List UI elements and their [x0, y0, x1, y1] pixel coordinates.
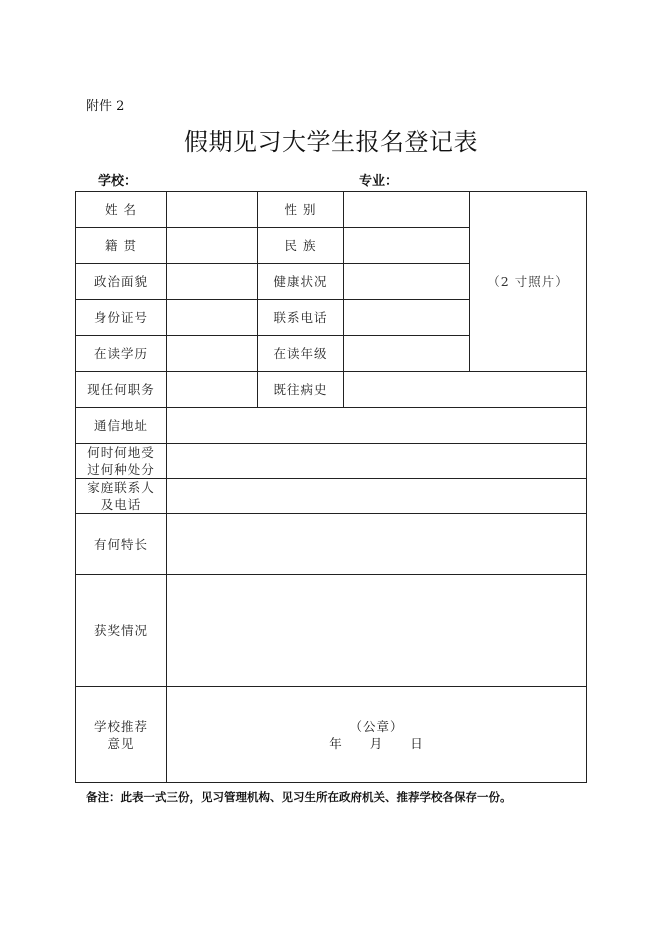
table-row — [76, 372, 587, 408]
phone-label: 联系电话 — [258, 300, 344, 336]
table-row — [76, 192, 587, 228]
health-status-label: 健康状况 — [258, 264, 344, 300]
medical-history-field[interactable] — [344, 372, 587, 408]
major-label: 专业： — [359, 174, 399, 189]
id-number-label: 身份证号 — [76, 300, 167, 336]
attachment-label: 附件 2 — [86, 99, 125, 114]
page-title: 假期见习大学生报名登记表 — [184, 128, 478, 156]
phone-field[interactable] — [344, 300, 470, 336]
table-row — [76, 687, 587, 783]
specialty-label: 有何特长 — [76, 514, 167, 575]
table-row — [76, 479, 587, 514]
name-field[interactable] — [167, 192, 258, 228]
gender-field[interactable] — [344, 192, 470, 228]
ethnicity-field[interactable] — [344, 228, 470, 264]
family-contact-field[interactable] — [167, 479, 587, 514]
native-place-field[interactable] — [167, 228, 258, 264]
native-place-label: 籍 贯 — [76, 228, 167, 264]
table-row — [76, 444, 587, 479]
table-row — [76, 408, 587, 444]
family-contact-label: 家庭联系人 及电话 — [76, 479, 167, 514]
address-field[interactable] — [167, 408, 587, 444]
punishment-label: 何时何地受 过何种处分 — [76, 444, 167, 479]
grade-field[interactable] — [344, 336, 470, 372]
school-recommendation-label: 学校推荐 意见 — [76, 687, 167, 783]
political-status-label: 政治面貌 — [76, 264, 167, 300]
awards-field[interactable] — [167, 575, 587, 687]
remarks-note: 备注：此表一式三份，见习管理机构、见习生所在政府机关、推荐学校各保存一份。 — [86, 790, 512, 804]
table-row — [76, 575, 587, 687]
official-seal-text: （公章） — [349, 718, 404, 734]
school-recommendation-field[interactable] — [167, 687, 587, 783]
health-status-field[interactable] — [344, 264, 470, 300]
current-position-field[interactable] — [167, 372, 258, 408]
name-label: 姓 名 — [76, 192, 167, 228]
ethnicity-label: 民 族 — [258, 228, 344, 264]
registration-form-table — [75, 191, 587, 783]
school-label: 学校： — [98, 174, 138, 189]
awards-label: 获奖情况 — [76, 575, 167, 687]
id-number-field[interactable] — [167, 300, 258, 336]
punishment-field[interactable] — [167, 444, 587, 479]
gender-label: 性 别 — [258, 192, 344, 228]
current-position-label: 现任何职务 — [76, 372, 167, 408]
address-label: 通信地址 — [76, 408, 167, 444]
education-field[interactable] — [167, 336, 258, 372]
political-status-field[interactable] — [167, 264, 258, 300]
medical-history-label: 既往病史 — [258, 372, 344, 408]
photo-placeholder: （2 寸照片） — [487, 274, 569, 289]
grade-label: 在读年级 — [258, 336, 344, 372]
table-row — [76, 514, 587, 575]
photo-area[interactable] — [470, 192, 587, 372]
specialty-field[interactable] — [167, 514, 587, 575]
date-line: 年 月 日 — [329, 735, 424, 751]
education-label: 在读学历 — [76, 336, 167, 372]
